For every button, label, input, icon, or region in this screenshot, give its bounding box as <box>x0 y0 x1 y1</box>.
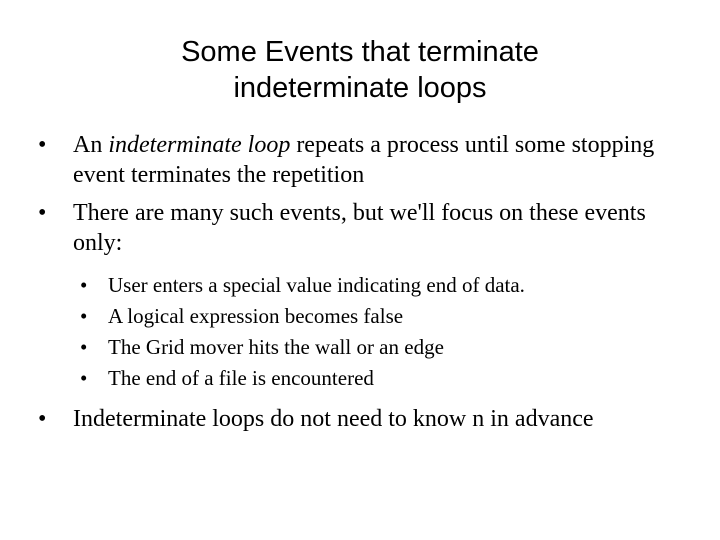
sub-bullet-item <box>0 301 720 332</box>
bullet-list <box>0 130 720 434</box>
sub-bullet-dot: • <box>80 273 88 297</box>
sub-bullet-dot: • <box>80 366 88 390</box>
bullet-text-before: An <box>73 132 109 158</box>
sub-bullet-item <box>0 270 720 301</box>
sub-bullet-text: User enters a special value indicating end of data. <box>108 273 525 297</box>
bullet-dot: • <box>38 406 47 432</box>
sub-bullet-dot: • <box>80 304 88 328</box>
sub-bullet-text: The end of a file is encountered <box>108 366 374 390</box>
sub-bullet-text: The Grid mover hits the wall or an edge <box>108 335 444 359</box>
bullet-item <box>0 130 693 190</box>
title-line-1: Some Events that terminate <box>181 36 539 68</box>
bullet-dot: • <box>38 200 47 226</box>
bullet-text: Indeterminate loops do not need to know n in advance <box>73 406 594 432</box>
sub-bullet-item <box>0 363 720 394</box>
title-line-2: indeterminate loops <box>233 72 487 104</box>
bullet-text: There are many such events, but we'll focus on these events only: <box>73 200 646 256</box>
bullet-text-after: repeats a process until some stopping event terminates the repetition <box>73 132 655 188</box>
sub-bullet-text: A logical expression becomes false <box>108 304 404 328</box>
bullet-item <box>0 404 693 434</box>
sub-bullet-item <box>0 332 720 363</box>
sub-bullet-dot: • <box>80 335 88 359</box>
bullet-item <box>0 198 693 258</box>
sub-bullet-list <box>0 270 720 394</box>
bullet-dot: • <box>38 132 47 158</box>
bullet-emphasis: indeterminate loop <box>108 132 291 158</box>
slide-title <box>0 34 720 106</box>
